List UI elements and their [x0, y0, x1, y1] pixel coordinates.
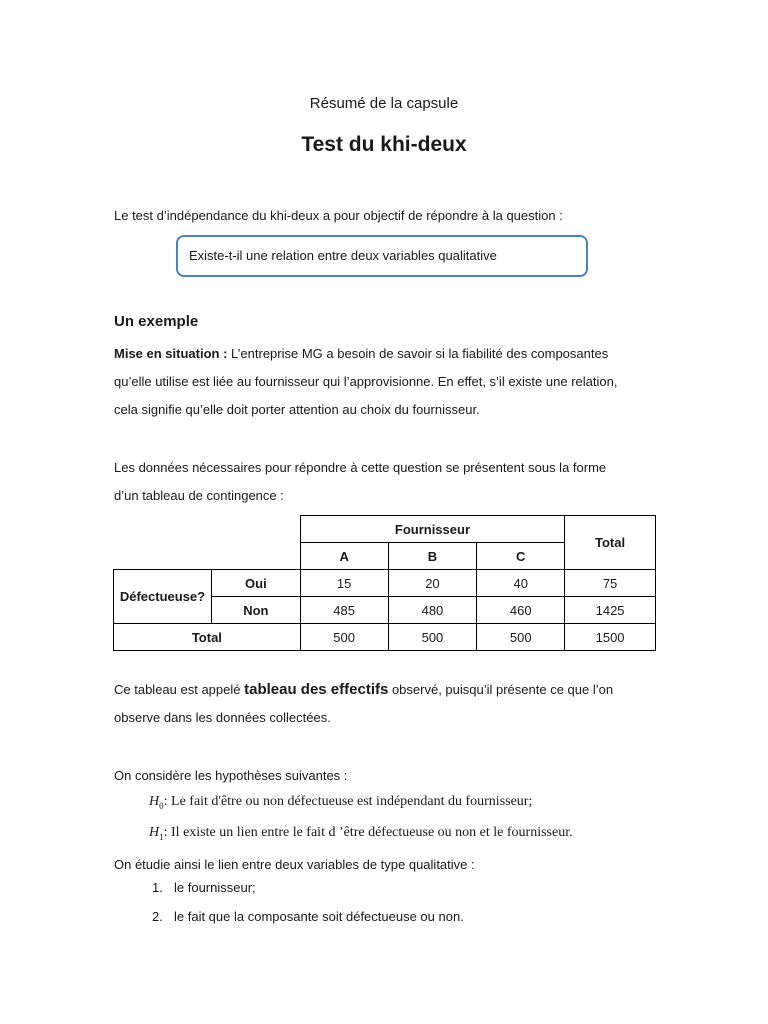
hypothesis-h0: $H_0$: Le fait d'être ou non défectueuse est indépendant du fournisseur;: [149, 794, 533, 811]
column-header: C: [477, 543, 565, 570]
column-header: A: [300, 543, 388, 570]
table-cell: 75: [565, 570, 656, 597]
column-header: B: [388, 543, 477, 570]
conclusion-intro: On étudie ainsi le lien entre deux variables de type qualitative :: [114, 857, 475, 872]
total-row-label: Total: [114, 624, 301, 651]
after-table-paragraph: [114, 676, 656, 732]
row-label: Non: [211, 597, 300, 624]
situation-line-2: qu’elle utilise est liée au fournisseur qui l’approvisionne. En effet, s’il existe une relation,: [114, 374, 618, 389]
document-title: Test du khi-deux: [301, 133, 467, 156]
row-group-label: Défectueuse?: [114, 570, 212, 624]
table-row: [114, 570, 656, 597]
total-header: Total: [565, 516, 656, 570]
table-cell: 480: [388, 597, 477, 624]
table-cell: 485: [300, 597, 388, 624]
table-cell: 500: [388, 624, 477, 651]
list-item: 1. le fournisseur;: [152, 880, 256, 895]
data-line-2: d’un tableau de contingence :: [114, 488, 284, 503]
question-box: Existe-t-il une relation entre deux variables qualitative: [176, 235, 588, 277]
table-cell: 500: [477, 624, 565, 651]
table-cell: 1500: [565, 624, 656, 651]
observed-table-term: tableau des effectifs: [244, 681, 389, 698]
after-table-line-2: observe dans les données collectées.: [114, 710, 331, 725]
list-item: 2. le fait que la composante soit défectueuse ou non.: [152, 909, 464, 924]
contingency-table: [113, 515, 656, 651]
situation-line-1: Mise en situation : L’entreprise MG a besoin de savoir si la fiabilité des composantes: [114, 346, 609, 361]
table-cell: 15: [300, 570, 388, 597]
table-cell: 500: [300, 624, 388, 651]
hypotheses-intro: On considère les hypothèses suivantes :: [114, 768, 348, 783]
table-cell: 20: [388, 570, 477, 597]
situation-label: Mise en situation :: [114, 346, 228, 361]
document-subtitle: Résumé de la capsule: [309, 95, 459, 112]
hypothesis-h1: $H_1$: Il existe un lien entre le fait d ’être défectueuse ou non et le fournisseur.: [149, 825, 573, 842]
example-heading: Un exemple: [114, 313, 199, 330]
data-line-1: Les données nécessaires pour répondre à cette question se présentent sous la forme: [114, 460, 607, 475]
table-cell: 40: [477, 570, 565, 597]
situation-paragraph: [114, 340, 656, 424]
table-row: [114, 624, 656, 651]
row-label: Oui: [211, 570, 300, 597]
supplier-header: Fournisseur: [300, 516, 564, 543]
table-cell: 1425: [565, 597, 656, 624]
table-blank-corner: [114, 516, 301, 570]
table-cell: 460: [477, 597, 565, 624]
situation-line-3: cela signifie qu’elle doit porter attention au choix du fournisseur.: [114, 402, 480, 417]
data-paragraph: [114, 454, 656, 510]
after-table-line-1: Ce tableau est appelé tableau des effectifs observé, puisqu’il présente ce que l’on: [114, 681, 614, 698]
intro-text: Le test d’indépendance du khi-deux a pour objectif de répondre à la question :: [114, 208, 563, 223]
